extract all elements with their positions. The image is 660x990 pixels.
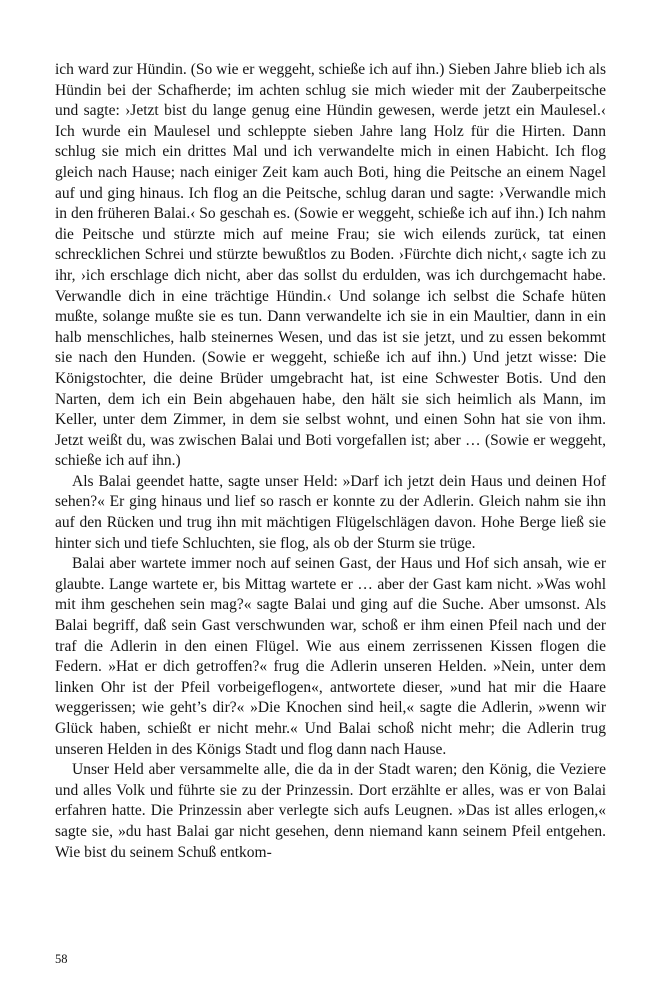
paragraph: Balai aber wartete immer noch auf seinen Gast, der Haus und Hof sich ansah, wie er glaubte. Lange wartete er, bis Mittag wartete er … aber der Gast kam nicht. »Was wohl mit ihm geschehen sein mag?« sagte Balai und ging auf die Suche. Aber umsonst. Als Balai begriff, daß sein Gast verschwunden war, schoß er ihm einen Pfeil nach und der traf die Adlerin in den einen Flügel. Wie aus einem zerrissenen Kissen flogen die Federn. »Hat er dich getroffen?« frug die Adlerin unseren Helden. »Nein, unter dem linken Ohr ist der Pfeil vorbeigeflogen«, antwortete dieser, »und hat mir die Haare weggerissen; wie geht’s dir?« »Die Knochen sind heil,« sagte die Adlerin, »wenn wir Glück haben, schießt er nicht mehr.« Und Balai schoß nicht mehr; die Adlerin trug unseren Helden in des Königs Stadt und flog dann nach Hause.	[55, 555, 606, 758]
paragraph: Unser Held aber versammelte alle, die da in der Stadt waren; den König, die Veziere und alles Volk und führte sie zu der Prinzessin. Dort erzählte er alles, was er von Balai erfahren hatte. Die Prinzessin aber verlegte sich aufs Leugnen. »Das ist alles erlogen,« sagte sie, »du hast Balai gar nicht gesehen, denn niemand kann seinem Pfeil entgehen. Wie bist du seinem Schuß entkom-	[55, 761, 606, 861]
body-text	[55, 60, 606, 863]
paragraph: Als Balai geendet hatte, sagte unser Held: »Darf ich jetzt dein Haus und deinen Hof sehen?« Er ging hinaus und lief so rasch er konnte zu der Adlerin. Gleich nahm sie ihn auf den Rücken und trug ihn mit mächtigen Flügelschlägen davon. Hohe Berge ließ sie hinter sich und tiefe Schluchten, sie flog, als ob der Sturm sie trüge.	[55, 472, 606, 552]
paragraph: ich ward zur Hündin. (So wie er weggeht, schieße ich auf ihn.) Sieben Jahre blieb ich als Hündin bei der Schafherde; im achten schlug sie mich wieder mit der Zauberpeitsche und sagte: ›Jetzt bist du lange genug eine Hündin gewesen, werde jetzt ein Maulesel.‹ Ich wurde ein Maulesel und schleppte sieben Jahre lang Holz für die Hirten. Dann schlug sie mich ein drittes Mal und ich verwandelte mich in einen Habicht. Ich flog gleich nach Hause; nach einiger Zeit kam auch Boti, hing die Peitsche an einem Nagel auf und ging hinaus. Ich flog an die Peitsche, schlug daran und sagte: ›Verwandle mich in den früheren Balai.‹ So geschah es. (Sowie er weggeht, schieße ich auf ihn.) Ich nahm die Peitsche und stürzte mich auf meine Frau; sie wich eilends zurück, tat einen schrecklichen Schrei und stürzte bewußtlos zu Boden. ›Fürchte dich nicht,‹ sagte ich zu ihr, ›ich erschlage dich nicht, aber das sollst du erdulden, was ich durchgemacht habe. Verwandle dich in eine trächtige Hündin.‹ Und solange ich selbst die Schafe hüten mußte, solange mußte sie es tun. Dann verwandelte ich sie in ein Maultier, dann in ein halb menschliches, halb steinernes Wesen, und das ist sie jetzt, und zu essen bekommt sie nach den Hunden. (Sowie er weggeht, schieße ich auf ihn.) Und jetzt wisse: Die Königstochter, die deine Brüder umgebracht hat, ist eine Schwester Botis. Und den Narten, dem ich ein Bein abgehauen habe, den hält sie sich heimlich als Mann, im Keller, unter dem Zimmer, in dem sie selbst wohnt, und einen Sohn hat sie von ihm. Jetzt weißt du, was zwischen Balai und Boti vorgefallen ist; aber … (Sowie er weggeht, schieße ich auf ihn.)	[55, 61, 606, 470]
page-number: 58	[55, 952, 68, 966]
